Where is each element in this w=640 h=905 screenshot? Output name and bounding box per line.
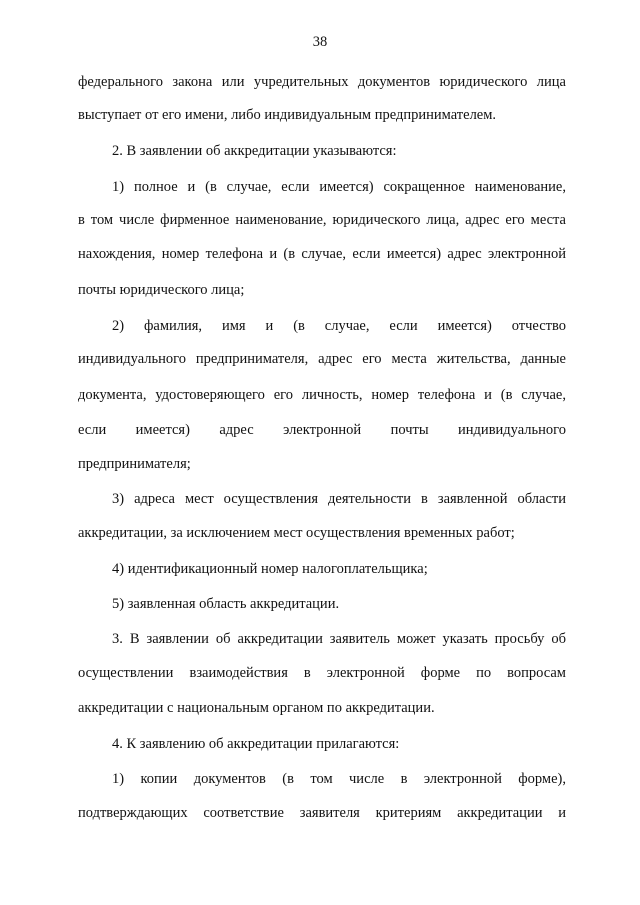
text-line: индивидуального предпринимателя, адрес его места жительства, данные: [78, 351, 566, 367]
text-line: 1) полное и (в случае, если имеется) сокращенное наименование,: [112, 179, 566, 195]
text-line: подтверждающих соответствие заявителя критериям аккредитации и: [78, 805, 566, 821]
page-number: 38: [312, 34, 328, 50]
text-line: если имеется) адрес электронной почты индивидуального: [78, 422, 566, 438]
text-line: 2. В заявлении об аккредитации указываются:: [112, 143, 397, 159]
text-line: 3. В заявлении об аккредитации заявитель может указать просьбу об: [112, 631, 566, 647]
text-line: в том числе фирменное наименование, юридического лица, адрес его места: [78, 212, 566, 228]
text-line: выступает от его имени, либо индивидуальным предпринимателем.: [78, 107, 497, 123]
text-line: 4) идентификационный номер налогоплательщика;: [112, 561, 428, 577]
text-line: почты юридического лица;: [78, 282, 245, 298]
text-line: нахождения, номер телефона и (в случае, если имеется) адрес электронной: [78, 246, 566, 262]
text-line: 4. К заявлению об аккредитации прилагаются:: [112, 736, 400, 752]
text-line: аккредитации с национальным органом по аккредитации.: [78, 700, 435, 716]
text-line: 3) адреса мест осуществления деятельности в заявленной области: [112, 491, 566, 507]
text-line: осуществлении взаимодействия в электронной форме по вопросам: [78, 665, 566, 681]
text-line: аккредитации, за исключением мест осуществления временных работ;: [78, 525, 515, 541]
text-line: предпринимателя;: [78, 456, 191, 472]
text-line: 5) заявленная область аккредитации.: [112, 596, 340, 612]
text-line: 2) фамилия, имя и (в случае, если имеется) отчество: [112, 318, 566, 334]
text-line: федерального закона или учредительных документов юридического лица: [78, 74, 566, 90]
text-line: 1) копии документов (в том числе в электронной форме),: [112, 771, 566, 787]
text-line: документа, удостоверяющего его личность, номер телефона и (в случае,: [78, 387, 566, 403]
